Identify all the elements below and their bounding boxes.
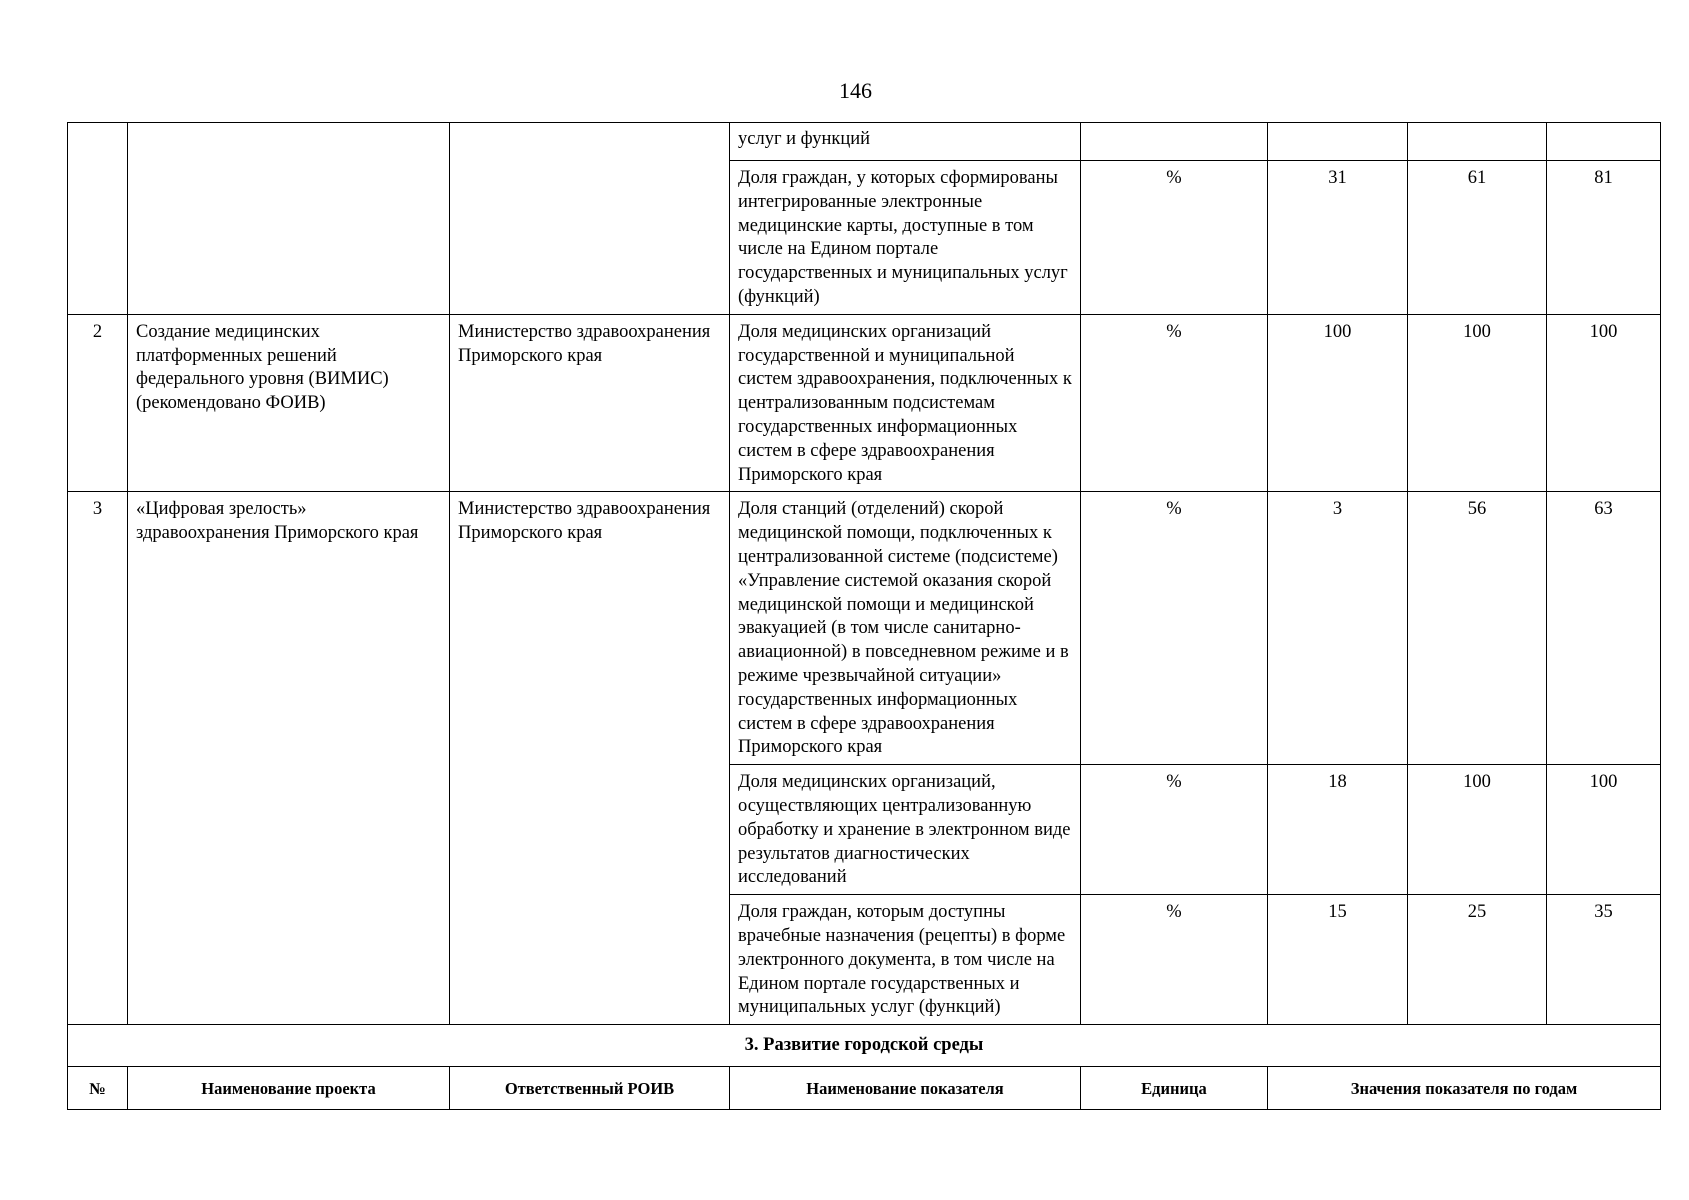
section-title: 3. Развитие городской среды xyxy=(68,1025,1661,1067)
value-cell: 63 xyxy=(1547,492,1661,765)
value-cell: 3 xyxy=(1268,492,1408,765)
unit-cell: % xyxy=(1081,161,1268,315)
project-cell: «Цифровая зрелость» здравоохранения Приморского края xyxy=(128,492,450,1025)
table-row xyxy=(68,314,1661,492)
value-cell: 100 xyxy=(1408,765,1547,895)
num-cell: 2 xyxy=(68,314,128,492)
value-cell xyxy=(1408,123,1547,161)
indicator-cell: Доля граждан, у которых сформированы интегрированные электронные медицинские карты, доступные в том числе на Едином портале государственных и муниципальных услуг (функций) xyxy=(730,161,1081,315)
roiv-cell: Министерство здравоохранения Приморского края xyxy=(450,492,730,1025)
unit-cell: % xyxy=(1081,492,1268,765)
num-cell xyxy=(68,123,128,315)
header-project: Наименование проекта xyxy=(128,1066,450,1109)
value-cell xyxy=(1268,123,1408,161)
table-row xyxy=(68,123,1661,161)
value-cell: 100 xyxy=(1547,314,1661,492)
value-cell: 15 xyxy=(1268,895,1408,1025)
unit-cell: % xyxy=(1081,765,1268,895)
indicator-cell: Доля станций (отделений) скорой медицинской помощи, подключенных к централизованной системе (подсистеме) «Управление системой оказания скорой медицинской помощи и медицинской эвакуацией (в том числе санитарно-авиационной) в повседневном режиме и в режиме чрезвычайной ситуации» государственных информационных систем в сфере здравоохранения Приморского края xyxy=(730,492,1081,765)
value-cell xyxy=(1547,123,1661,161)
roiv-cell xyxy=(450,123,730,315)
project-cell: Создание медицинских платформенных решений федерального уровня (ВИМИС) (рекомендовано ФОИВ) xyxy=(128,314,450,492)
project-cell xyxy=(128,123,450,315)
value-cell: 25 xyxy=(1408,895,1547,1025)
unit-cell: % xyxy=(1081,314,1268,492)
value-cell: 61 xyxy=(1408,161,1547,315)
indicator-cell: услуг и функций xyxy=(730,123,1081,161)
page-number: 146 xyxy=(839,78,872,103)
roiv-cell: Министерство здравоохранения Приморского края xyxy=(450,314,730,492)
header-values: Значения показателя по годам xyxy=(1268,1066,1661,1109)
header-roiv: Ответственный РОИВ xyxy=(450,1066,730,1109)
header-unit: Единица xyxy=(1081,1066,1268,1109)
header-num: № xyxy=(68,1066,128,1109)
value-cell: 56 xyxy=(1408,492,1547,765)
value-cell: 100 xyxy=(1268,314,1408,492)
unit-cell: % xyxy=(1081,895,1268,1025)
header-row xyxy=(68,1066,1661,1109)
value-cell: 18 xyxy=(1268,765,1408,895)
value-cell: 31 xyxy=(1268,161,1408,315)
indicator-cell: Доля медицинских организаций государственной и муниципальной систем здравоохранения, подключенных к централизованным подсистемам государственных информационных систем в сфере здравоохранения Приморского края xyxy=(730,314,1081,492)
indicator-cell: Доля медицинских организаций, осуществляющих централизованную обработку и хранение в электронном виде результатов диагностических исследований xyxy=(730,765,1081,895)
section-row xyxy=(68,1025,1661,1067)
value-cell: 100 xyxy=(1547,765,1661,895)
table-row xyxy=(68,492,1661,765)
header-indicator: Наименование показателя xyxy=(730,1066,1081,1109)
indicators-table xyxy=(67,122,1661,1110)
num-cell: 3 xyxy=(68,492,128,1025)
indicator-cell: Доля граждан, которым доступны врачебные назначения (рецепты) в форме электронного документа, в том числе на Едином портале государственных и муниципальных услуг (функций) xyxy=(730,895,1081,1025)
unit-cell xyxy=(1081,123,1268,161)
value-cell: 81 xyxy=(1547,161,1661,315)
value-cell: 35 xyxy=(1547,895,1661,1025)
value-cell: 100 xyxy=(1408,314,1547,492)
